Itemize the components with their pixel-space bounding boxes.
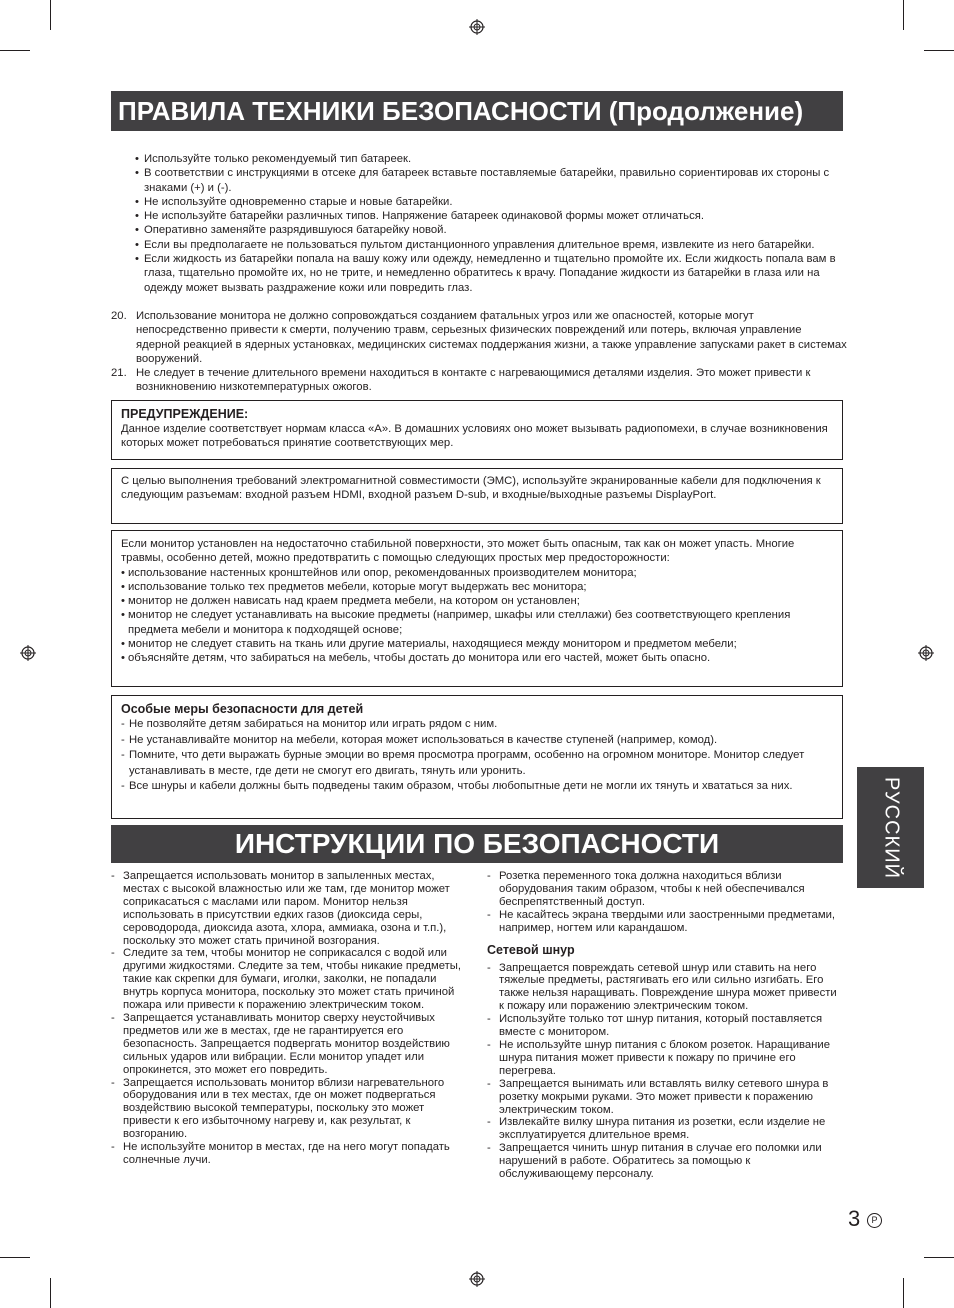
crop-mark bbox=[50, 0, 51, 30]
language-tab bbox=[857, 767, 924, 888]
item-number: 20. bbox=[111, 310, 127, 322]
list-item: • монитор не должен нависать над краем предмета мебели, на котором он установлен; bbox=[121, 595, 580, 608]
stability-box bbox=[111, 530, 843, 687]
list-item: • объясняйте детям, что забираться на мебель, чтобы достать до монитора или его частей, может быть опасно. bbox=[121, 652, 711, 665]
numbered-item: 20. Использование монитора не должно сопровождаться созданием фатальных угроз или же опасностей, которые могут непосредственно привести к смерти, получению травм, серьезных физических повреждений или потерь, включая управление ядерной реакцией в ядерных установках, медицинских системах поддержания жизни, а также управление запусками ракет в системах вооружений. bbox=[111, 310, 847, 365]
children-safety-box bbox=[111, 695, 843, 819]
registration-mark-icon bbox=[469, 1271, 485, 1287]
bullet: • bbox=[135, 253, 139, 266]
registration-mark-icon bbox=[469, 19, 485, 35]
language-tab-label: РУССКИЙ bbox=[880, 776, 902, 879]
list-item: - Помните, что дети выражать бурные эмоции во время просмотра программ, особенно на огромном мониторе. Монитор следует устанавливать в месте, где дети не смогут его двигать, тянуть или уронить. bbox=[121, 749, 805, 777]
bullet: • bbox=[135, 224, 139, 237]
list-item: - Запрещается устанавливать монитор сверху неустойчивых предметов или же в местах, где не гарантируется его безопасность. Запрещается подвергать монитор воздействию сильных ударов или вибрации. Если монитор упадет или опрокинется, это может его повредить. bbox=[111, 1011, 450, 1076]
list-item: • использование настенных кронштейнов или опор, рекомендованных производителем монитора; bbox=[121, 566, 637, 579]
warning-heading: ПРЕДУПРЕЖДЕНИЕ: bbox=[121, 407, 249, 421]
list-item: - Не устанавливайте монитор на мебели, которая может использоваться в качестве ступеней (например, комод). bbox=[121, 733, 718, 746]
emc-text: С целью выполнения требований электромагнитной совместимости (ЭМС), используйте экранированные кабели для подключения к следующим разъемам: входной разъем HDMI, входной разъем D-sub, и входные/выходные разъемы DisplayPort. bbox=[121, 475, 821, 502]
bullet: • bbox=[135, 210, 139, 223]
children-heading: Особые меры безопасности для детей bbox=[121, 702, 364, 716]
list-item: • Если вы предполагаете не пользоваться пультом дистанционного управления длительное время, извлеките из него батарейки. bbox=[135, 238, 815, 251]
list-item: - Следите за тем, чтобы монитор не соприкасался с водой или другими жидкостями. Следите за тем, чтобы никакие предметы, такие как скрепки для бумаги, иголки, заколки, не попадали внутрь корпуса монитора, поскольку это может стать причиной пожара или привести к поражению электрическим током. bbox=[111, 947, 462, 1012]
list-item: - Розетка переменного тока должна находиться вблизи оборудования таким образом, чтобы к ней обеспечивался беспрепятственный доступ. bbox=[487, 870, 805, 908]
crop-mark bbox=[0, 50, 30, 51]
list-item: - Запрещается использовать монитор в запыленных местах, местах с высокой влажностью или же там, где монитор может соприкасаться с маслами или паром. Монитор нельзя использовать в присутствии едких газов (диоксида серы, сероводорода, диоксида азота, хлора, аммиака, озона и т.п.), поскольку это может стать причиной возгорания. bbox=[111, 870, 450, 947]
list-item: • Используйте только рекомендуемый тип батареек. bbox=[135, 153, 412, 165]
registration-mark-icon bbox=[918, 645, 934, 661]
list-item: - Запрещается вынимать или вставлять вилку сетевого шнура в розетку мокрыми руками. Это может привести к поражению электрическим током. bbox=[487, 1077, 829, 1116]
bullet: • bbox=[135, 195, 139, 208]
list-item: - Запрещается повреждать сетевой шнур или ставить на него тяжелые предметы, растягивать его или сильно изгибать. Его также нельзя наращивать. Повреждение шнура может привести к пожару или поражению электрическим током. bbox=[487, 961, 837, 1013]
list-item: - Все шнуры и кабели должны быть подведены таким образом, чтобы любопытные дети не могли их тянуть и хвататься за них. bbox=[121, 780, 793, 792]
list-item: - Не используйте шнур питания с блоком розеток. Наращивание шнура питания может привести к пожару по причине его перегрева. bbox=[487, 1038, 831, 1077]
numbered-list bbox=[111, 309, 847, 395]
crop-mark bbox=[903, 0, 904, 30]
list-item: • Не используйте батарейки различных типов. Напряжение батареек одинаковой формы может отличаться. bbox=[135, 210, 704, 223]
instructions-left-column bbox=[111, 870, 471, 1167]
emc-box bbox=[111, 468, 843, 524]
list-item: • Не используйте одновременно старые и новые батарейки. bbox=[135, 195, 453, 208]
numbered-item: 21. Не следует в течение длительного времени находиться в контакте с нагревающимися деталями изделия. Это может привести к возникновению низкотемпературных ожогов. bbox=[111, 367, 811, 394]
list-item: • использование только тех предметов мебели, которые могут выдержать вес монитора; bbox=[121, 580, 587, 593]
list-item: - Не позволяйте детям забираться на монитор или играть рядом с ним. bbox=[121, 718, 498, 730]
registration-mark-icon bbox=[20, 645, 36, 661]
list-item: • В соответствии с инструкциями в отсеке для батареек вставьте поставляемые батарейки, правильно сориентировав их стороны с знаками (+) и (-). bbox=[135, 167, 830, 194]
list-item: • Оперативно заменяйте разрядившуюся батарейку новой. bbox=[135, 224, 447, 237]
warning-box bbox=[111, 400, 843, 460]
list-item: - Запрещается чинить шнур питания в случае его поломки или нарушений в работе. Обратитесь за помощью к обслуживающему персоналу. bbox=[487, 1142, 822, 1181]
instructions-right-column bbox=[487, 870, 843, 1181]
list-item: - Не касайтесь экрана твердыми или заостренными предметами, например, ногтем или карандашом. bbox=[487, 908, 836, 934]
page-title: ПРАВИЛА ТЕХНИКИ БЕЗОПАСНОСТИ (Продолжение) bbox=[111, 91, 843, 131]
battery-list bbox=[135, 152, 847, 295]
bullet: • bbox=[135, 167, 139, 180]
crop-mark bbox=[903, 1278, 904, 1308]
list-item: - Запрещается использовать монитор вблизи нагревательного оборудования или в тех местах, где он может подвергаться воздействию высокой температуры, поскольку это может привести к его избыточному нагреву и, как результат, к возгоранию. bbox=[111, 1076, 445, 1141]
list-item: - Используйте только тот шнур питания, который поставляется вместе с монитором. bbox=[487, 1013, 823, 1039]
list-item: - Извлекайте вилку шнура питания из розетки, если изделие не эксплуатируется длительное время. bbox=[487, 1116, 826, 1142]
crop-mark bbox=[50, 1278, 51, 1308]
crop-mark bbox=[924, 50, 954, 51]
list-item: • монитор не следует ставить на ткань или другие материалы, находящиеся между монитором и предметом мебели; bbox=[121, 638, 737, 651]
item-number: 21. bbox=[111, 367, 127, 380]
bullet: • bbox=[135, 153, 139, 165]
crop-mark bbox=[924, 1257, 954, 1258]
language-mark: P bbox=[867, 1213, 882, 1228]
stability-intro: Если монитор установлен на недостаточно стабильной поверхности, это может быть опасным, так как он может упасть. Многие травмы, особенно детей, можно предотвратить с помощью следующих простых мер предосторожности: bbox=[121, 538, 795, 565]
bullet: • bbox=[135, 238, 139, 251]
power-cord-heading: Сетевой шнур bbox=[487, 942, 575, 957]
list-item: • Если жидкость из батарейки попала на вашу кожу или одежду, немедленно и тщательно промойте их. Если жидкость попала вам в глаза, тщательно промойте их, но не трите, и немедленно обратитесь к врачу. Попадание жидкости из батарейки в глаза или на одежду может вызвать раздражение кожи или повредить глаз. bbox=[135, 253, 836, 294]
page-number: 3 bbox=[848, 1206, 861, 1231]
warning-text: Данное изделие соответствует нормам класса «A». В домашних условиях оно может вызывать радиопомехи, в случае возникновения которых может потребоваться принятие соответствующих мер. bbox=[121, 423, 828, 450]
list-item: • монитор не следует устанавливать на высокие предметы (например, шкафы или стеллажи) без соответствующего крепления предмета мебели и монитора к подходящей основе; bbox=[121, 609, 791, 636]
list-item: - Не используйте монитор в местах, где на него могут попадать солнечные лучи. bbox=[111, 1141, 450, 1166]
section-title: ИНСТРУКЦИИ ПО БЕЗОПАСНОСТИ bbox=[111, 825, 843, 863]
crop-mark bbox=[0, 1257, 30, 1258]
